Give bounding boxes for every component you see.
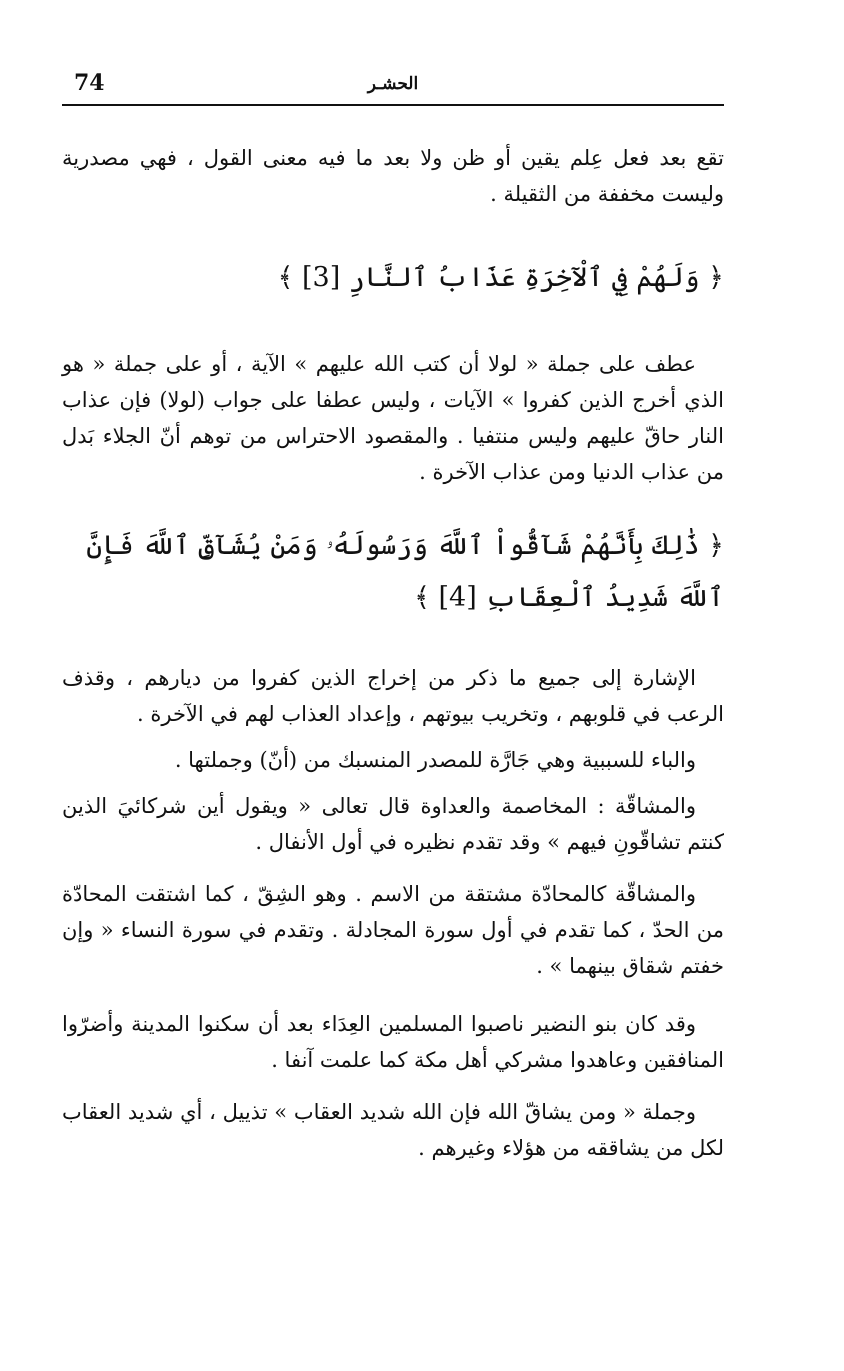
paragraph-4: والباء للسببية وهي جَارَّة للمصدر المنسبك من (أنّ) وجملتها . bbox=[174, 748, 696, 772]
paragraph-8: وجملة « ومن يشاقّ الله فإن الله شديد العقاب » تذييل ، أي شديد العقاب لكل من يشاققه من هؤلاء وغيرهم . bbox=[62, 1100, 724, 1160]
paragraph-5: والمشاقّة : المخاصمة والعداوة قال تعالى « ويقول أين شركائيَ الذين كنتم تشاقّونِ فيهم » وقد تقدم نظيره في أول الأنفال . bbox=[62, 794, 724, 854]
quran-verse-4: ﴿ ذَٰلِكَ بِأَنَّهُمْ شَآقُّواْ ٱللَّهَ وَرَسُولَهُۥ وَمَنْ يُشَآقِّ ٱللَّهَ فَإِنَّ ٱللَّهَ شَدِيدُ ٱلْعِقَابِ [4] ﴾ bbox=[86, 530, 724, 613]
paragraph-6: والمشاقّة كالمحادّة مشتقة من الاسم . وهو الشِقّ ، كما اشتقت المحادّة من الحدّ ، كما تقدم في أول سورة المجادلة . وتقدم في سورة النساء « وإن خفتم شقاق بينهما » . bbox=[62, 882, 724, 978]
page bbox=[62, 64, 724, 1166]
paragraph-1: تقع بعد فعل عِلم يقين أو ظن ولا بعد ما فيه معنى القول ، فهي مصدرية وليست مخففة من الثقيلة . bbox=[62, 146, 724, 206]
page-number: 74 bbox=[74, 70, 105, 96]
quran-verse-3: ﴿ وَلَهُمْ فِي ٱلْآخِرَةِ عَذَابُ ٱلنَّارِ [3] ﴾ bbox=[277, 262, 724, 293]
running-title: الحشـر bbox=[367, 74, 419, 94]
paragraph-2: عطف على جملة « لولا أن كتب الله عليهم » الآية ، أو على جملة « هو الذي أخرج الذين كفروا » الآيات ، وليس عطفا على جواب (لولا) فإن عذاب النار حاقّ عليهم وليس منتفيا . والمقصود الاحتراس من توهم أنّ الجلاء بَدل من عذاب الدنيا ومن عذاب الآخرة . bbox=[62, 352, 724, 484]
page-header bbox=[62, 64, 724, 106]
page-body bbox=[62, 140, 724, 1166]
paragraph-3: الإشارة إلى جميع ما ذكر من إخراج الذين كفروا من ديارهم ، وقذف الرعب في قلوبهم ، وتخريب بيوتهم ، وإعداد العذاب لهم في الآخرة . bbox=[62, 666, 724, 726]
paragraph-7: وقد كان بنو النضير ناصبوا المسلمين العِدَاء بعد أن سكنوا المدينة وأضرّوا المنافقين وعاهدوا مشركي أهل مكة كما علمت آنفا . bbox=[62, 1012, 724, 1072]
